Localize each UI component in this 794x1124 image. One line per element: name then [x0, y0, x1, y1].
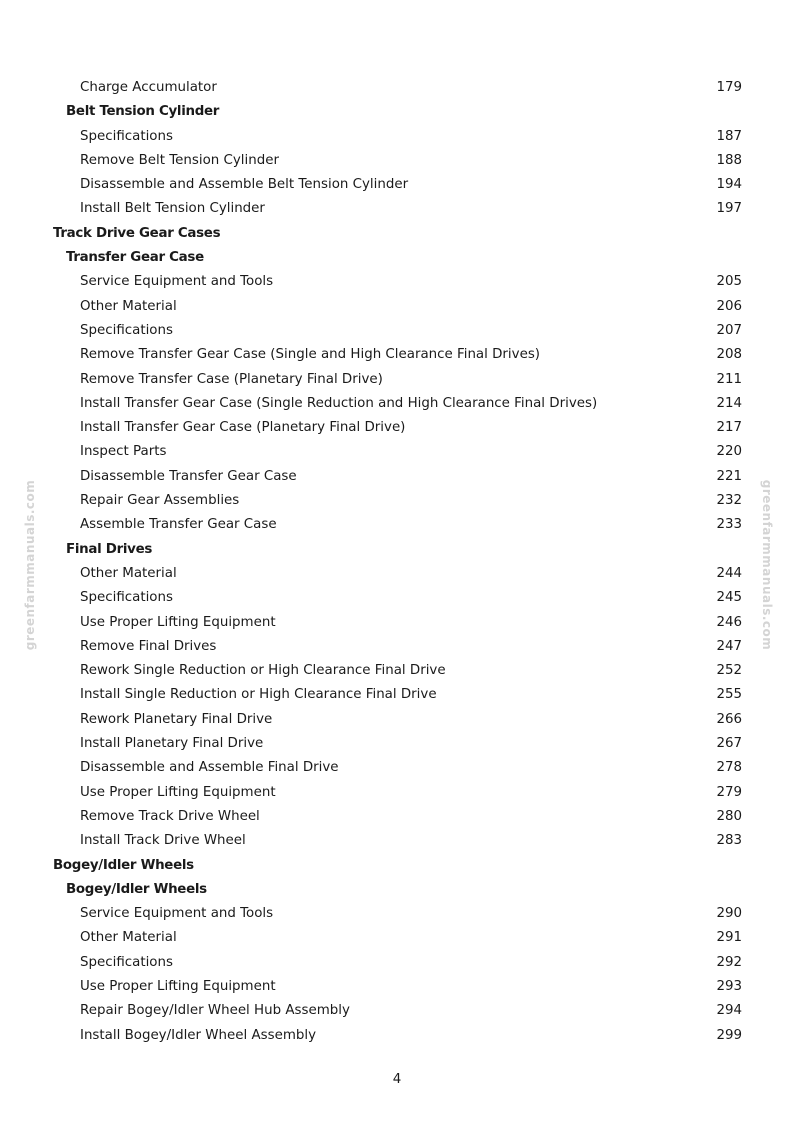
toc-entry-title: Install Bogey/Idler Wheel Assembly [80, 1027, 317, 1043]
toc-entry-page: 207 [716, 322, 742, 338]
toc-entry-title: Specifications [80, 128, 173, 144]
toc-entry-title: Transfer Gear Case [66, 250, 204, 266]
toc-entry-page: 217 [716, 420, 742, 436]
toc-entry[interactable] [0, 756, 794, 780]
toc-entry-page: 233 [716, 517, 742, 533]
toc-entry[interactable] [0, 951, 794, 975]
toc-entry-title: Service Equipment and Tools [80, 906, 274, 922]
toc-entry[interactable] [0, 368, 794, 392]
toc-entry-title: Use Proper Lifting Equipment [80, 784, 276, 800]
toc-entry[interactable] [0, 197, 794, 221]
toc-entry-page: 255 [716, 687, 742, 703]
toc-entry[interactable] [0, 270, 794, 294]
toc-entry-page: 197 [716, 201, 742, 217]
toc-entry-page: 211 [716, 371, 742, 387]
toc-entry[interactable] [0, 781, 794, 805]
toc-entry-title: Repair Gear Assemblies [80, 493, 240, 509]
toc-entry-title: Other Material [80, 298, 177, 314]
toc-entry-title: Charge Accumulator [80, 80, 217, 95]
toc-entry[interactable] [0, 659, 794, 683]
toc-entry-title: Disassemble Transfer Gear Case [80, 468, 297, 484]
toc-entry-title: Assemble Transfer Gear Case [80, 517, 277, 533]
toc-entry[interactable] [0, 805, 794, 829]
toc-entry-page: 279 [716, 784, 742, 800]
toc-entry-title: Remove Transfer Case (Planetary Final Drive) [80, 371, 383, 387]
toc-entry[interactable] [0, 683, 794, 707]
toc-entry-page: 280 [716, 808, 742, 824]
toc-entry-page: 208 [716, 347, 742, 363]
toc-entry-page: 278 [716, 760, 742, 776]
toc-entry-title: Rework Planetary Final Drive [80, 711, 273, 727]
toc-section-heading[interactable] [0, 854, 794, 878]
toc-section-heading[interactable] [0, 246, 794, 270]
toc-section-heading[interactable] [0, 222, 794, 246]
toc-entry-title: Install Track Drive Wheel [80, 833, 246, 849]
toc-entry-page: 266 [716, 711, 742, 727]
toc-entry-title: Install Transfer Gear Case (Single Reduction and High Clearance Final Drives) [80, 395, 598, 411]
toc-entry-title: Install Transfer Gear Case (Planetary Final Drive) [80, 420, 406, 436]
toc-entry[interactable] [0, 975, 794, 999]
toc-entry[interactable] [0, 829, 794, 853]
toc-entry[interactable] [0, 999, 794, 1023]
toc-entry[interactable] [0, 926, 794, 950]
toc-entry-page: 179 [716, 80, 742, 95]
toc-entry[interactable] [0, 440, 794, 464]
toc-entry[interactable] [0, 708, 794, 732]
toc-entry-page: 206 [716, 298, 742, 314]
toc-entry[interactable] [0, 125, 794, 149]
toc-entry-title: Use Proper Lifting Equipment [80, 614, 276, 630]
page-number: 4 [392, 1072, 402, 1087]
toc-entry-title: Other Material [80, 930, 177, 946]
toc-entry[interactable] [0, 76, 794, 100]
toc-entry[interactable] [0, 732, 794, 756]
toc-entry[interactable] [0, 562, 794, 586]
toc-entry-title: Belt Tension Cylinder [66, 104, 220, 120]
toc-entry-title: Bogey/Idler Wheels [66, 881, 207, 897]
toc-entry-title: Final Drives [66, 541, 153, 557]
toc-entry-title: Install Planetary Final Drive [80, 736, 264, 752]
toc-entry-title: Disassemble and Assemble Final Drive [80, 760, 339, 776]
toc-entry-page: 220 [716, 444, 742, 460]
toc-entry-title: Inspect Parts [80, 444, 167, 460]
toc-entry[interactable] [0, 902, 794, 926]
toc-entry-title: Track Drive Gear Cases [53, 225, 221, 241]
toc-entry[interactable] [0, 513, 794, 537]
toc-entry[interactable] [0, 1024, 794, 1048]
toc-entry-page: 283 [716, 833, 742, 849]
toc-section-heading[interactable] [0, 878, 794, 902]
toc-entry[interactable] [0, 319, 794, 343]
toc-entry-title: Use Proper Lifting Equipment [80, 978, 276, 994]
toc-entry-title: Install Single Reduction or High Clearance Final Drive [80, 687, 437, 703]
toc-entry-page: 232 [716, 493, 742, 509]
toc-entry-page: 205 [716, 274, 742, 290]
toc-entry[interactable] [0, 489, 794, 513]
toc-entry-title: Other Material [80, 565, 177, 581]
toc-entry[interactable] [0, 343, 794, 367]
toc-entry-page: 290 [716, 906, 742, 922]
toc-section-heading[interactable] [0, 100, 794, 124]
toc-entry-title: Specifications [80, 590, 173, 606]
toc-entry-title: Rework Single Reduction or High Clearance Final Drive [80, 663, 446, 679]
toc-entry-title: Remove Transfer Gear Case (Single and High Clearance Final Drives) [80, 347, 541, 363]
toc-entry-title: Specifications [80, 322, 173, 338]
toc-entry[interactable] [0, 149, 794, 173]
toc-entry-title: Bogey/Idler Wheels [53, 857, 194, 873]
toc-entry-page: 293 [716, 978, 742, 994]
toc-entry-title: Disassemble and Assemble Belt Tension Cylinder [80, 177, 409, 193]
toc-entry-title: Remove Track Drive Wheel [80, 808, 260, 824]
toc-entry-title: Install Belt Tension Cylinder [80, 201, 265, 217]
toc-entry-page: 267 [716, 736, 742, 752]
watermark-left: greenfarmmanuals.com [23, 479, 37, 651]
toc-entry-title: Remove Belt Tension Cylinder [80, 152, 279, 168]
toc-entry-page: 245 [716, 590, 742, 606]
table-of-contents [0, 76, 794, 1048]
toc-entry[interactable] [0, 173, 794, 197]
toc-entry[interactable] [0, 635, 794, 659]
toc-entry-page: 247 [716, 638, 742, 654]
toc-entry-page: 244 [716, 565, 742, 581]
toc-entry-page: 187 [716, 128, 742, 144]
toc-entry-page: 294 [716, 1003, 742, 1019]
toc-section-heading[interactable] [0, 538, 794, 562]
toc-entry[interactable] [0, 416, 794, 440]
toc-entry-page: 291 [716, 930, 742, 946]
toc-entry[interactable] [0, 586, 794, 610]
toc-entry-title: Repair Bogey/Idler Wheel Hub Assembly [80, 1003, 350, 1019]
watermark-right: greenfarmmanuals.com [760, 479, 774, 651]
toc-entry-page: 252 [716, 663, 742, 679]
toc-entry-page: 194 [716, 177, 742, 193]
toc-entry-title: Specifications [80, 954, 173, 970]
toc-entry-page: 214 [716, 395, 742, 411]
toc-entry[interactable] [0, 295, 794, 319]
toc-entry-page: 221 [716, 468, 742, 484]
toc-entry[interactable] [0, 611, 794, 635]
toc-entry-page: 299 [716, 1027, 742, 1043]
toc-entry-page: 246 [716, 614, 742, 630]
toc-entry-page: 188 [716, 152, 742, 168]
toc-entry-title: Remove Final Drives [80, 638, 217, 654]
toc-entry-title: Service Equipment and Tools [80, 274, 274, 290]
toc-entry-page: 292 [716, 954, 742, 970]
toc-entry[interactable] [0, 392, 794, 416]
toc-entry[interactable] [0, 465, 794, 489]
